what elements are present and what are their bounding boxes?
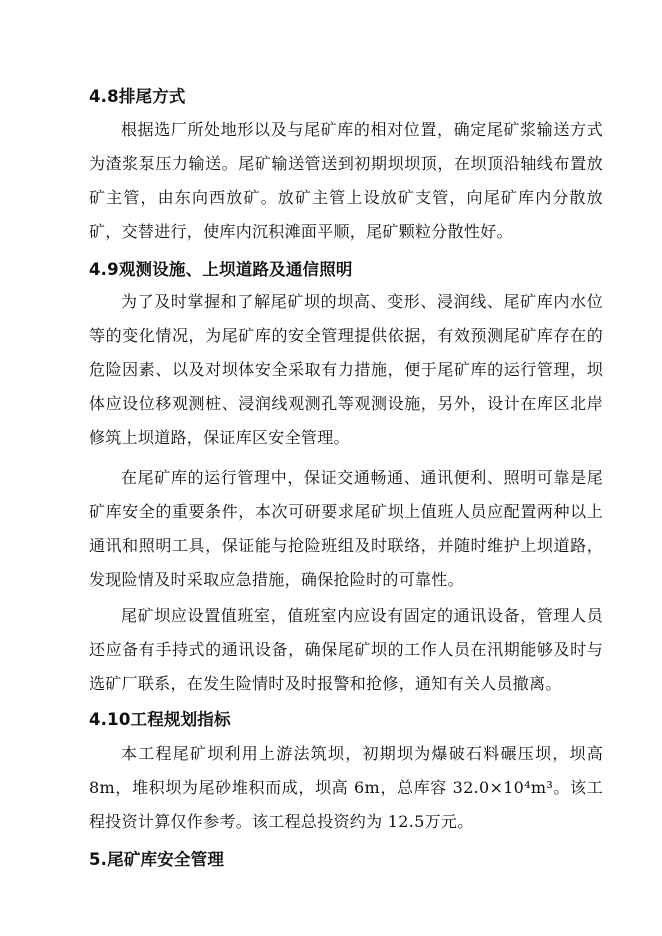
section-heading-4-8: 4.8排尾方式 <box>89 87 186 106</box>
paragraph-project-indicators: 本工程尾矿坝利用上游法筑坝，初期坝为爆破石料碾压坝，坝高 8m，堆积坝为尾砂堆积而成，坝高 6m，总库容 32.0×10⁴m³。该工程投资计算仅作参考。该工程总投资约为 12.5万元。 <box>89 744 603 831</box>
paragraph-duty-room: 尾矿坝应设置值班室，值班室内应设有固定的通讯设备，管理人员还应备有手持式的通讯设备，确保尾矿坝的工作人员在汛期能够及时与选矿厂联系，在发生险情时及时报警和抢修，通知有关人员撤离。 <box>89 606 603 693</box>
section-heading-4-9: 4.9观测设施、上坝道路及通信照明 <box>89 260 353 279</box>
section-heading-5: 5.尾矿库安全管理 <box>89 850 225 869</box>
section-heading-4-10: 4.10工程规划指标 <box>89 710 231 729</box>
paragraph-traffic-communication-lighting: 在尾矿库的运行管理中，保证交通畅通、通讯便利、照明可靠是尾矿库安全的重要条件，本次可研要求尾矿坝上值班人员应配置两种以上通讯和照明工具，保证能与抢险班组及时联络，并随时维护上坝道路，发现险情及时采取应急措施，确保抢险时的可靠性。 <box>89 468 603 589</box>
paragraph-tailings-discharge: 根据选厂所处地形以及与尾矿库的相对位置，确定尾矿浆输送方式为渣浆泵压力输送。尾矿输送管送到初期坝坝顶，在坝顶沿轴线布置放矿主管，由东向西放矿。放矿主管上设放矿支管，向尾矿库内分散放矿，交替进行，使库内沉积滩面平顺，尾矿颗粒分散性好。 <box>89 120 603 241</box>
paragraph-monitoring-facilities: 为了及时掌握和了解尾矿坝的坝高、变形、浸润线、尾矿库内水位等的变化情况，为尾矿库的安全管理提供依据，有效预测尾矿库存在的危险因素、以及对坝体安全采取有力措施，便于尾矿库的运行管理，坝体应设位移观测桩、浸润线观测孔等观测设施，另外，设计在库区北岸修筑上坝道路，保证库区安全管理。 <box>89 292 603 447</box>
